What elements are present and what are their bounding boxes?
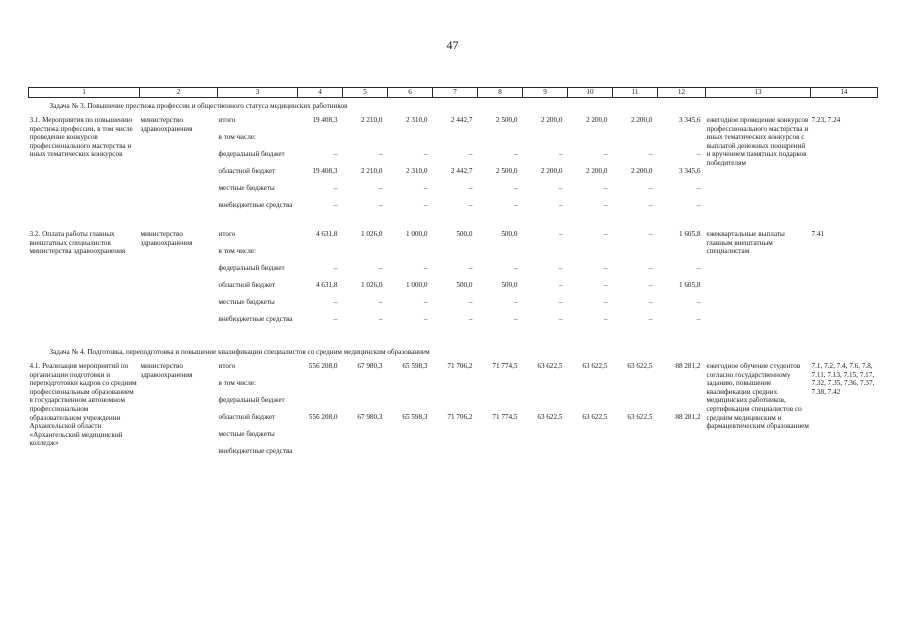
funding-value: – [603,201,608,209]
funding-value: – [513,201,518,209]
column-number: 5 [343,88,388,98]
column-number: 1 [29,88,140,98]
column-number: 12 [658,88,706,98]
funding-value: 2 200,0 [540,116,563,124]
funding-value [658,133,706,150]
column-number: 10 [568,88,613,98]
funding-value: 500,0 [456,230,473,238]
expected-result: ежегодное обучение студентов согласно государственному заданию, повышение квалификации средних медицинских работников, сертификация специалистов со средним медицинским и фармацевтическим образованием [706,362,809,431]
funding-value: – [468,150,473,158]
expected-result: ежегодное проведение конкурсов профессионального мастерства и иных тематических конкурсов с выплатой денежных поощрений и вручением памятных подарков победителям [706,116,809,167]
funding-value: 19 408,3 [312,116,338,124]
funding-value: – [333,201,338,209]
funding-value: 63 622,5 [537,413,563,421]
funding-value [478,133,523,150]
measure-spacer [29,464,878,476]
funding-value: 4 631,8 [315,281,338,289]
table-body [29,88,878,477]
funding-value [343,396,388,413]
funding-value [613,430,658,447]
funding-value: – [603,230,608,238]
funding-value: 2 200,0 [540,167,563,175]
funding-value [523,133,568,150]
funding-source: итого [218,230,236,238]
measure-name: 3.1. Мероприятия по повышению престижа профессии, в том числе проведение конкурсов профессионального мастерства и иных тематических конкурсов [29,116,133,159]
funding-value [568,247,613,264]
funding-value [388,247,433,264]
funding-value: 500,0 [501,281,518,289]
funding-value [388,133,433,150]
funding-value: 556 208,0 [308,413,338,421]
funding-value: – [423,150,428,158]
funding-value [658,396,706,413]
funding-value [523,396,568,413]
column-number: 9 [523,88,568,98]
funding-value: 2 210,0 [360,116,383,124]
task-heading-row [29,344,878,362]
funding-value: – [603,281,608,289]
column-number: 4 [298,88,343,98]
funding-value: – [333,150,338,158]
funding-value: 2 200,0 [585,167,608,175]
column-number: 13 [706,88,811,98]
measure-name: 4.1. Реализация мероприятий по организации подготовки и переподготовки кадров со средним профессиональным образованием в государственном автономном профессиональном образовательном учреждении Архангельской области «Архангельский медицинский колледж» [29,362,137,448]
funding-source: областной бюджет [218,281,276,289]
funding-value: – [378,184,383,192]
funding-value: 71 774,5 [492,413,518,421]
funding-value: – [468,264,473,272]
funding-value [433,379,478,396]
column-number: 3 [218,88,298,98]
funding-value: – [423,264,428,272]
funding-value: 1 026,0 [360,281,383,289]
funding-value: – [558,230,563,238]
funding-value: – [648,150,653,158]
funding-value: – [648,201,653,209]
funding-value: – [696,315,701,323]
measure-executor: министерство здравоохранения [140,230,193,247]
funding-value: – [468,184,473,192]
funding-value [613,247,658,264]
funding-row [29,116,878,133]
funding-value: 71 706,2 [447,413,473,421]
funding-value: – [696,150,701,158]
funding-value: – [603,298,608,306]
funding-value [298,247,343,264]
funding-value: – [423,315,428,323]
funding-value: – [333,298,338,306]
funding-value [433,447,478,464]
funding-value [478,447,523,464]
funding-value: – [513,184,518,192]
funding-value: 65 598,3 [402,362,428,370]
funding-value: 2 210,0 [360,167,383,175]
funding-value: – [603,264,608,272]
funding-value: – [558,264,563,272]
funding-source: внебюджетные средства [218,315,293,323]
funding-value: – [696,264,701,272]
funding-value [523,247,568,264]
funding-value: 2 310,0 [405,167,428,175]
column-number: 2 [140,88,218,98]
column-number: 14 [811,88,878,98]
funding-value: – [648,281,653,289]
funding-value [343,379,388,396]
measure-spacer [29,218,878,230]
funding-value [388,447,433,464]
funding-value: 2 310,0 [405,116,428,124]
funding-value [388,430,433,447]
funding-source: в том числе: [218,379,256,387]
funding-value [568,133,613,150]
funding-value [478,247,523,264]
column-number: 8 [478,88,523,98]
funding-value: – [648,264,653,272]
task-heading: Задача № 4. Подготовка, переподготовка и повышение квалификации специалистов со средним медицинским образованием [49,348,430,356]
task-heading-row [29,98,878,117]
funding-value: – [648,315,653,323]
funding-value: 1 605,8 [678,281,701,289]
funding-value: 67 980,3 [357,362,383,370]
funding-value: – [513,315,518,323]
funding-value [298,379,343,396]
funding-source: итого [218,116,236,124]
funding-row [29,362,878,379]
funding-value [613,396,658,413]
funding-value: – [378,315,383,323]
funding-value [343,247,388,264]
funding-value: 2 442,7 [450,167,473,175]
funding-value [433,396,478,413]
funding-value: – [468,298,473,306]
funding-value: – [696,298,701,306]
funding-value: – [333,315,338,323]
funding-value: – [558,281,563,289]
funding-value [343,447,388,464]
funding-value: 1 000,0 [405,281,428,289]
funding-value: – [468,201,473,209]
funding-value: – [423,298,428,306]
funding-value: – [423,184,428,192]
funding-source: внебюджетные средства [218,447,293,455]
funding-value: – [603,184,608,192]
funding-value [433,247,478,264]
funding-source: областной бюджет [218,167,276,175]
funding-value [568,447,613,464]
funding-value [613,133,658,150]
funding-value: – [333,184,338,192]
measure-spacer [29,332,878,344]
funding-value: 63 622,5 [582,362,608,370]
funding-value [568,430,613,447]
spacer-cell [29,218,878,230]
funding-value: 63 622,5 [537,362,563,370]
funding-value: – [558,315,563,323]
funding-value: – [513,150,518,158]
funding-value [523,430,568,447]
funding-value: – [378,201,383,209]
funding-value: – [333,264,338,272]
measure-name: 3.2. Оплата работы главных внештатных специалистов министерства здравоохранения [29,230,126,256]
funding-value [478,430,523,447]
funding-value: – [558,184,563,192]
funding-value: – [513,264,518,272]
funding-value: 2 200,0 [630,116,653,124]
funding-value: – [513,298,518,306]
column-number: 7 [433,88,478,98]
funding-value [613,379,658,396]
measure-executor: министерство здравоохранения [140,116,193,133]
funding-value [478,396,523,413]
funding-value: – [378,298,383,306]
funding-source: федеральный бюджет [218,150,285,158]
target-indicators: 7.41 [811,230,825,238]
funding-value: – [423,201,428,209]
funding-value [478,379,523,396]
funding-value: 65 598,3 [402,413,428,421]
spacer-cell [29,464,878,476]
funding-value [388,379,433,396]
funding-value [298,447,343,464]
funding-value: – [603,150,608,158]
funding-value: 556 208,0 [308,362,338,370]
funding-value: 88 281,2 [675,413,701,421]
funding-value [343,430,388,447]
funding-value: 2 442,7 [450,116,473,124]
funding-value [658,247,706,264]
funding-value: 500,0 [456,281,473,289]
funding-row [29,230,878,247]
column-number-row [29,88,878,98]
funding-value [388,396,433,413]
target-indicators: 7.1, 7.2, 7.4, 7.6, 7.8, 7.11, 7.13, 7.15, 7.17, 7.32, 7.35, 7.36, 7.37, 7.38, 7.42 [811,362,875,396]
funding-value [523,379,568,396]
funding-source: местные бюджеты [218,430,275,438]
funding-value [613,447,658,464]
expected-result: ежеквартальные выплаты главным внештатным специалистам [706,230,785,256]
funding-value: 3 345,6 [678,167,701,175]
funding-value: 19 408,3 [312,167,338,175]
funding-source: внебюджетные средства [218,201,293,209]
funding-value: 2 200,0 [630,167,653,175]
funding-source: областной бюджет [218,413,276,421]
funding-value: 1 026,0 [360,230,383,238]
program-table-wrapper [28,87,877,476]
funding-source: в том числе: [218,247,256,255]
funding-value [298,430,343,447]
funding-source: федеральный бюджет [218,396,285,404]
funding-value: 63 622,5 [627,413,653,421]
funding-value: 1 000,0 [405,230,428,238]
page-number: 47 [446,38,459,52]
funding-value [568,396,613,413]
funding-source: местные бюджеты [218,184,275,192]
funding-value [298,133,343,150]
funding-value [658,379,706,396]
funding-value: – [648,230,653,238]
funding-value: – [648,184,653,192]
funding-value: – [603,315,608,323]
target-indicators: 7.23, 7.24 [811,116,841,124]
funding-value: – [558,150,563,158]
measure-executor: министерство здравоохранения [140,362,193,379]
funding-value: 71 706,2 [447,362,473,370]
funding-value [298,396,343,413]
funding-source: в том числе: [218,133,256,141]
column-number: 11 [613,88,658,98]
funding-value: 1 605,8 [678,230,701,238]
funding-value: 4 631,8 [315,230,338,238]
funding-value: 71 774,5 [492,362,518,370]
spacer-cell [29,332,878,344]
funding-value [343,133,388,150]
funding-value: 63 622,5 [627,362,653,370]
funding-value: – [378,264,383,272]
funding-source: итого [218,362,236,370]
funding-source: федеральный бюджет [218,264,285,272]
funding-source: местные бюджеты [218,298,275,306]
funding-value [658,447,706,464]
funding-value [523,447,568,464]
funding-value: 63 622,5 [582,413,608,421]
funding-value: 500,0 [501,230,518,238]
funding-value: 3 345,6 [678,116,701,124]
funding-value: – [378,150,383,158]
funding-value: 2 200,0 [585,116,608,124]
funding-value [433,430,478,447]
funding-value: – [648,298,653,306]
funding-value [568,379,613,396]
funding-value: – [696,184,701,192]
funding-value [433,133,478,150]
funding-value: – [468,315,473,323]
funding-value: – [558,298,563,306]
funding-value: 88 281,2 [675,362,701,370]
funding-value: 2 500,0 [495,116,518,124]
funding-value: – [696,201,701,209]
program-table [28,87,878,476]
task-heading: Задача № 3. Повышение престижа профессии и общественного статуса медицинских работников [49,102,348,110]
funding-value: 67 980,3 [357,413,383,421]
funding-value [658,430,706,447]
column-number: 6 [388,88,433,98]
funding-value: – [558,201,563,209]
funding-value: 2 500,0 [495,167,518,175]
